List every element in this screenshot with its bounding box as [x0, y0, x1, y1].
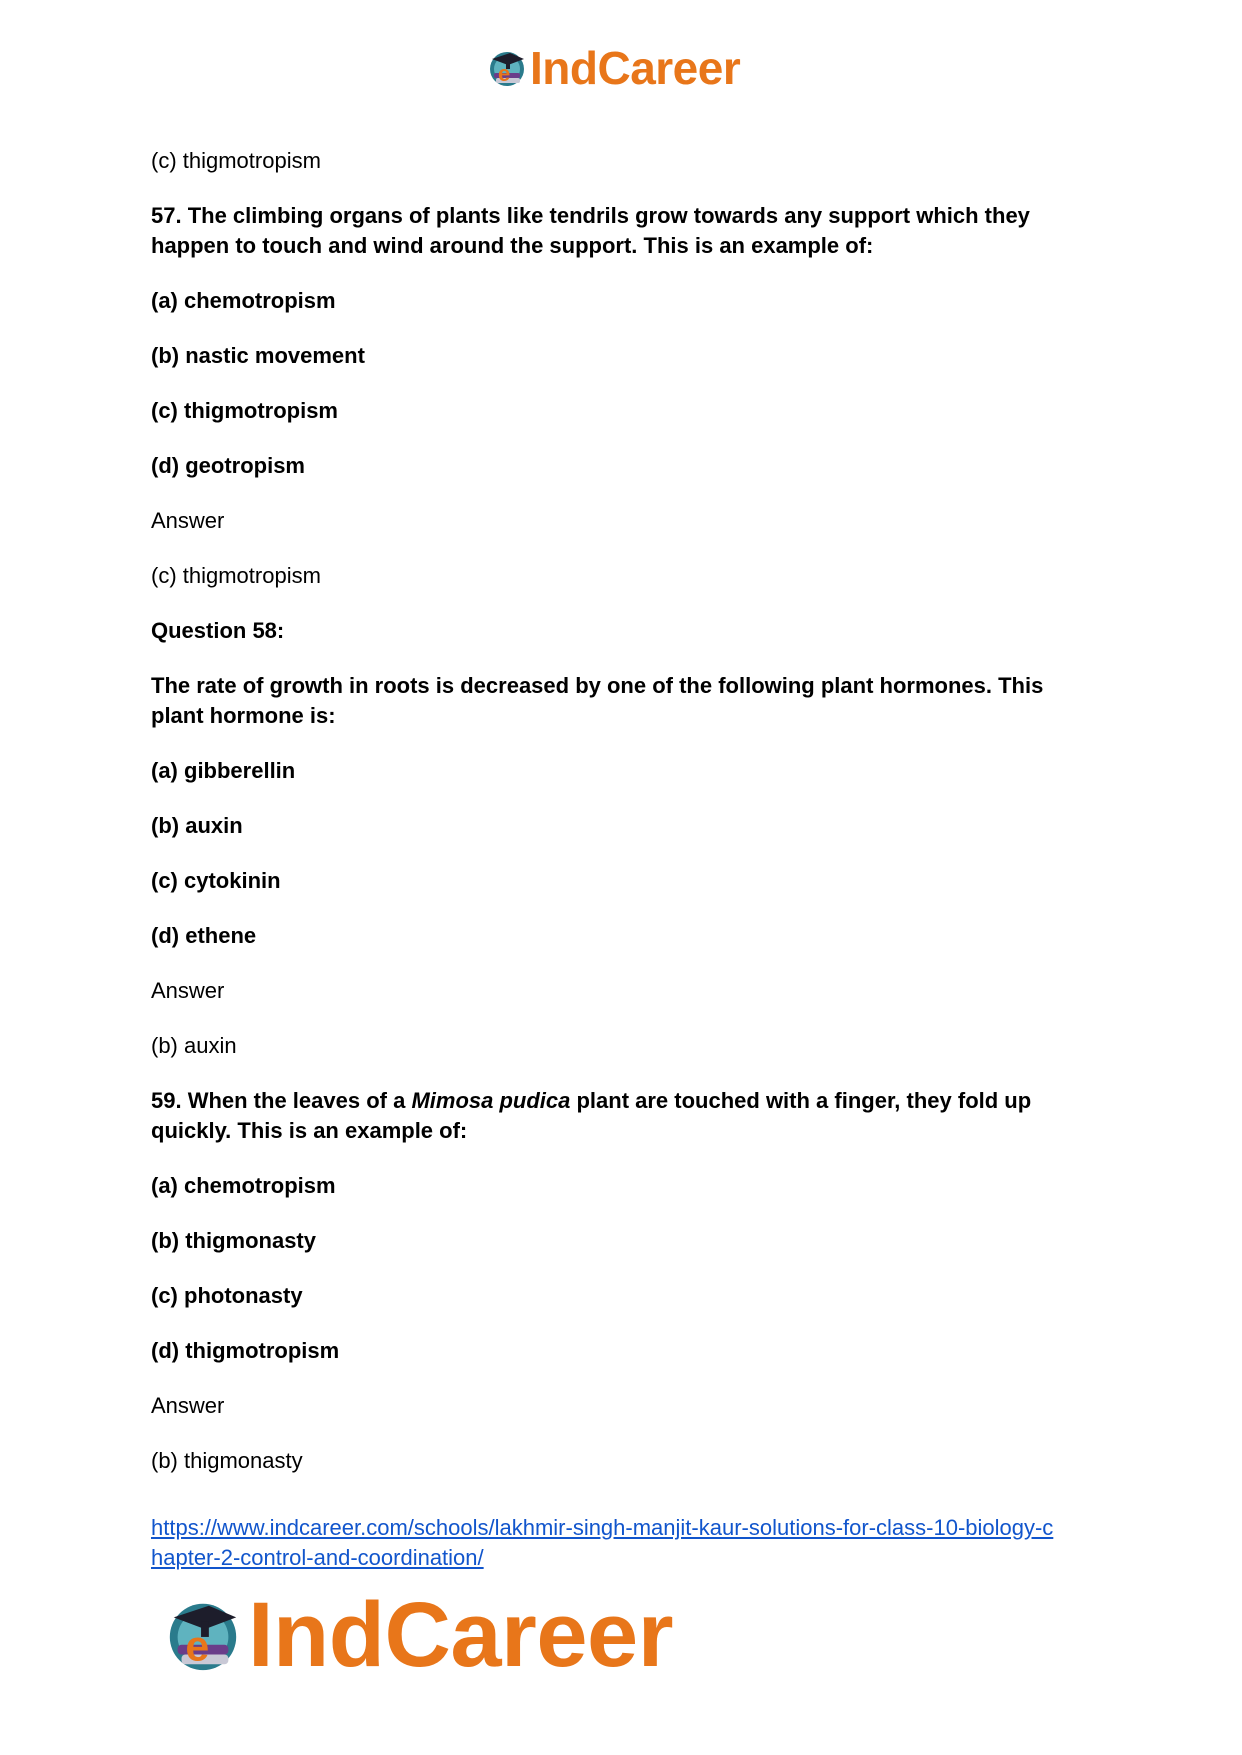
graduation-cap-books-icon [162, 1594, 244, 1676]
source-link-line-1: https://www.indcareer.com/schools/lakhmir-singh-manjit-kaur-solutions-for-class-10-biology-c [151, 1515, 1054, 1540]
header-logo-text: IndCareer [530, 42, 741, 94]
answer-text: (b) thigmonasty [151, 1448, 303, 1473]
source-link[interactable] [151, 1513, 1111, 1573]
option-d: (d) thigmotropism [151, 1338, 340, 1363]
question-58-heading: Question 58: [151, 618, 285, 643]
question-57-line-1: 57. The climbing organs of plants like tendrils grow towards any support which they [151, 203, 1030, 228]
question-59-line-2: quickly. This is an example of: [151, 1118, 468, 1143]
option-b: (b) thigmonasty [151, 1228, 316, 1253]
svg-text:e: e [498, 61, 511, 86]
question-58-line-1: The rate of growth in roots is decreased by one of the following plant hormones. This [151, 673, 1044, 698]
option-c: (c) thigmotropism [151, 398, 338, 423]
source-link-line-2: hapter-2-control-and-coordination/ [151, 1545, 484, 1570]
question-59-species: Mimosa pudica [411, 1088, 571, 1113]
graduation-cap-books-icon [486, 47, 528, 89]
footer-logo [162, 1585, 673, 1685]
svg-text:e: e [185, 1622, 210, 1671]
footer-logo-text: IndCareer [248, 1584, 673, 1686]
option-a: (a) chemotropism [151, 1173, 336, 1198]
answer-label: Answer [151, 1393, 225, 1418]
answer-text: (c) thigmotropism [151, 563, 321, 588]
option-d: (d) geotropism [151, 453, 305, 478]
option-d: (d) ethene [151, 923, 257, 948]
header-logo [486, 40, 740, 96]
option-c: (c) cytokinin [151, 868, 281, 893]
option-a: (a) chemotropism [151, 288, 336, 313]
option-c: (c) photonasty [151, 1283, 303, 1308]
answer-label: Answer [151, 978, 225, 1003]
answer-label: Answer [151, 508, 225, 533]
document-body [151, 146, 1101, 1476]
question-59-line-1 [151, 1086, 1101, 1116]
question-59-suffix: plant are touched with a finger, they fold up [570, 1088, 1032, 1113]
answer-text: (c) thigmotropism [151, 148, 321, 173]
option-b: (b) nastic movement [151, 343, 365, 368]
question-57-line-2: happen to touch and wind around the support. This is an example of: [151, 233, 874, 258]
answer-text: (b) auxin [151, 1033, 237, 1058]
option-b: (b) auxin [151, 813, 243, 838]
question-58-line-2: plant hormone is: [151, 703, 336, 728]
option-a: (a) gibberellin [151, 758, 296, 783]
question-59-prefix: 59. When the leaves of a [151, 1088, 412, 1113]
